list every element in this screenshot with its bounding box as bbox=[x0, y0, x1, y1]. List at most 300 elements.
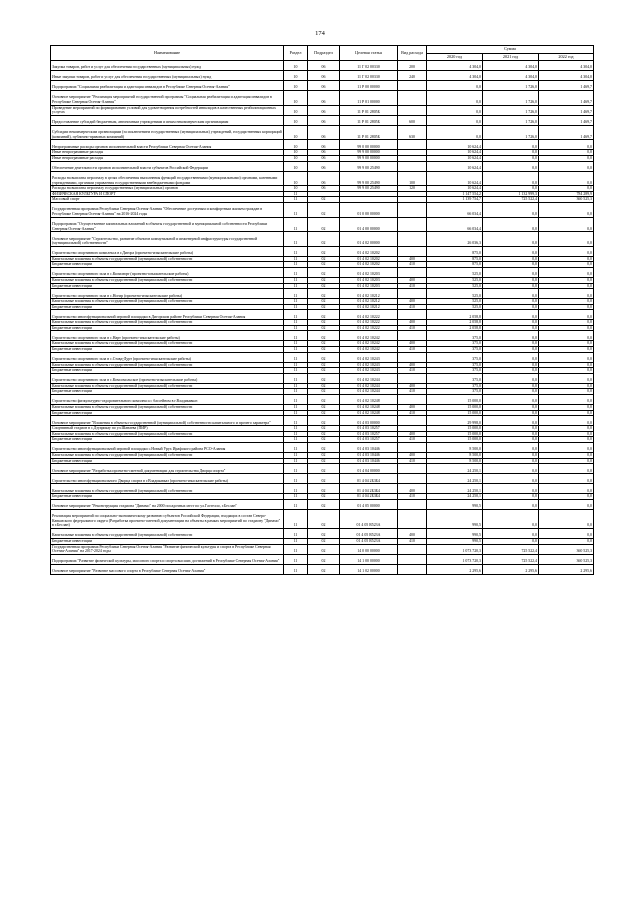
sum-2021-cell: 0,0 bbox=[483, 484, 539, 494]
table-body bbox=[51, 61, 594, 575]
col-header-2022: 2022 год bbox=[539, 54, 594, 61]
subsection-cell: 02 bbox=[308, 494, 340, 500]
exp-type-cell: 410 bbox=[398, 458, 427, 464]
sum-2022-cell: 0,0 bbox=[539, 186, 594, 192]
target-cell: 01 4 02 10248 bbox=[340, 405, 398, 411]
sum-2021-cell: 0,0 bbox=[483, 186, 539, 192]
exp-type-cell bbox=[398, 232, 427, 247]
target-cell: 99 9 00 25490 bbox=[340, 161, 398, 171]
target-cell: 01 4 02 10222 bbox=[340, 325, 398, 331]
sum-2021-cell: 0,0 bbox=[483, 464, 539, 474]
table-row bbox=[51, 232, 594, 247]
name-cell: Расходы на выплаты персоналу в целях обеспечения выполнения функций государственными (муниципальными) органами, казенными учреждениями, органами управления государственными внебюджетными фондами bbox=[51, 171, 284, 186]
name-cell: Капитальные вложения в объекты государственной (муниципальной) собственности bbox=[51, 256, 284, 262]
table-row bbox=[51, 105, 594, 115]
target-cell: 01 4 03 10257 bbox=[340, 431, 398, 437]
table-row bbox=[51, 91, 594, 106]
name-cell: Строительство физкультурно-оздоровительного комплекса с бассейном в г.Владикавказ bbox=[51, 395, 284, 405]
name-cell: Расходы на выплаты персоналу государственных (муниципальных) органов bbox=[51, 186, 284, 192]
exp-type-cell: 410 bbox=[398, 347, 427, 353]
subsection-cell: 02 bbox=[308, 277, 340, 283]
sum-2021-cell: 0,0 bbox=[483, 538, 539, 544]
section-cell: 10 bbox=[284, 115, 308, 125]
sum-2020-cell: 875,0 bbox=[427, 246, 483, 256]
exp-type-cell: 400 bbox=[398, 383, 427, 389]
subsection-cell: 06 bbox=[308, 125, 340, 140]
target-cell: 11 Г 02 00330 bbox=[340, 71, 398, 81]
section-cell: 11 bbox=[284, 299, 308, 305]
sum-2020-cell: 1 073 720,3 bbox=[427, 544, 483, 554]
exp-type-cell: 410 bbox=[398, 494, 427, 500]
exp-type-cell bbox=[398, 267, 427, 277]
target-cell: 01 4 02 10248 bbox=[340, 410, 398, 416]
sum-2020-cell: 375,0 bbox=[427, 373, 483, 383]
col-header-2021: 2021 год bbox=[483, 54, 539, 61]
sum-2021-cell: 0,0 bbox=[483, 320, 539, 326]
sum-2021-cell: 0,0 bbox=[483, 443, 539, 453]
section-cell: 11 bbox=[284, 443, 308, 453]
sum-2020-cell: 375,0 bbox=[427, 389, 483, 395]
subsection-cell: 06 bbox=[308, 61, 340, 71]
sum-2022-cell: 0,0 bbox=[539, 171, 594, 186]
sum-2021-cell: 0,0 bbox=[483, 283, 539, 289]
sum-2022-cell: 0,0 bbox=[539, 509, 594, 528]
subsection-cell: 02 bbox=[308, 458, 340, 464]
col-header-subsection: Подраздел bbox=[308, 46, 340, 61]
exp-type-cell: 400 bbox=[398, 484, 427, 494]
target-cell: 01 4 03 00000 bbox=[340, 416, 398, 426]
subsection-cell: 02 bbox=[308, 217, 340, 232]
sum-2020-cell: 375,0 bbox=[427, 362, 483, 368]
exp-type-cell: 410 bbox=[398, 262, 427, 268]
target-cell: 01 4 05 R523A bbox=[340, 509, 398, 528]
subsection-cell: 02 bbox=[308, 352, 340, 362]
section-cell: 11 bbox=[284, 405, 308, 411]
exp-type-cell: 410 bbox=[398, 283, 427, 289]
exp-type-cell bbox=[398, 246, 427, 256]
sum-2020-cell: 24 250,1 bbox=[427, 474, 483, 484]
sum-2022-cell: 0,0 bbox=[539, 499, 594, 509]
sum-2022-cell: 0,0 bbox=[539, 262, 594, 268]
name-cell: Бюджетные инвестиции bbox=[51, 368, 284, 374]
table-row bbox=[51, 331, 594, 341]
sum-2020-cell: 15 000,0 bbox=[427, 426, 483, 432]
target-cell: 01 4 02 10212 bbox=[340, 304, 398, 310]
subsection-cell: 02 bbox=[308, 368, 340, 374]
name-cell: Обеспечение деятельности органов исполнительной власти субъектов Российской Федерации bbox=[51, 161, 284, 171]
table-row bbox=[51, 443, 594, 453]
exp-type-cell: 630 bbox=[398, 125, 427, 140]
sum-2020-cell: 0,0 bbox=[427, 125, 483, 140]
sum-2020-cell: 0,0 bbox=[427, 91, 483, 106]
sum-2022-cell: 0,0 bbox=[539, 383, 594, 389]
subsection-cell: 02 bbox=[308, 347, 340, 353]
exp-type-cell bbox=[398, 544, 427, 554]
section-cell: 11 bbox=[284, 347, 308, 353]
subsection-cell: 02 bbox=[308, 395, 340, 405]
table-row bbox=[51, 416, 594, 426]
name-cell: Государственная программа Республики Северная Осетия-Алания "Обеспечение доступным и комфортным жильем граждан в Республике Северная Осетия-Алания" на 2016-2024 годы bbox=[51, 202, 284, 217]
sum-2022-cell: 0,0 bbox=[539, 246, 594, 256]
section-cell: 10 bbox=[284, 91, 308, 106]
target-cell: 99 0 00 00000 bbox=[340, 140, 398, 150]
sum-2020-cell: 990,5 bbox=[427, 538, 483, 544]
exp-type-cell: 410 bbox=[398, 389, 427, 395]
name-cell: Иные закупки товаров, работ и услуг для обеспечения государственных (муниципальных) нужд bbox=[51, 71, 284, 81]
target-cell: 01 4 03 10446 bbox=[340, 458, 398, 464]
table-row bbox=[51, 499, 594, 509]
sum-2021-cell: 1 726,0 bbox=[483, 115, 539, 125]
sum-2022-cell: 1 469,7 bbox=[539, 105, 594, 115]
subsection-cell: 02 bbox=[308, 426, 340, 432]
sum-2022-cell: 0,0 bbox=[539, 410, 594, 416]
col-header-2020: 2020 год bbox=[427, 54, 483, 61]
exp-type-cell: 400 bbox=[398, 256, 427, 262]
sum-2021-cell: 0,0 bbox=[483, 474, 539, 484]
sum-2022-cell: 0,0 bbox=[539, 538, 594, 544]
exp-type-cell bbox=[398, 416, 427, 426]
sum-2022-cell: 0,0 bbox=[539, 325, 594, 331]
subsection-cell: 06 bbox=[308, 91, 340, 106]
exp-type-cell bbox=[398, 464, 427, 474]
name-cell: Бюджетные инвестиции bbox=[51, 538, 284, 544]
exp-type-cell bbox=[398, 564, 427, 574]
section-cell: 11 bbox=[284, 277, 308, 283]
section-cell: 11 bbox=[284, 289, 308, 299]
section-cell: 10 bbox=[284, 161, 308, 171]
sum-2021-cell: 725 522,4 bbox=[483, 544, 539, 554]
exp-type-cell: 100 bbox=[398, 171, 427, 186]
exp-type-cell bbox=[398, 373, 427, 383]
sum-2020-cell: 875,0 bbox=[427, 262, 483, 268]
sum-2022-cell: 0,0 bbox=[539, 443, 594, 453]
subsection-cell: 06 bbox=[308, 81, 340, 91]
section-cell: 11 bbox=[284, 484, 308, 494]
sum-2020-cell: 525,0 bbox=[427, 289, 483, 299]
sum-2021-cell: 0,0 bbox=[483, 437, 539, 443]
sum-2020-cell: 375,0 bbox=[427, 383, 483, 389]
sum-2020-cell: 990,5 bbox=[427, 499, 483, 509]
sum-2020-cell: 15 000,0 bbox=[427, 405, 483, 411]
sum-2022-cell: 0,0 bbox=[539, 453, 594, 459]
sum-2021-cell: 0,0 bbox=[483, 458, 539, 464]
exp-type-cell: 400 bbox=[398, 320, 427, 326]
sum-2022-cell: 0,0 bbox=[539, 368, 594, 374]
sum-2021-cell: 1 726,0 bbox=[483, 125, 539, 140]
table-row bbox=[51, 81, 594, 91]
section-cell: 10 bbox=[284, 186, 308, 192]
sum-2022-cell: 4 304,0 bbox=[539, 71, 594, 81]
exp-type-cell: 400 bbox=[398, 405, 427, 411]
sum-2022-cell: 0,0 bbox=[539, 155, 594, 161]
section-cell: 11 bbox=[284, 395, 308, 405]
col-header-sum: Сумма bbox=[427, 46, 594, 54]
table-row bbox=[51, 246, 594, 256]
sum-2020-cell: 0,0 bbox=[427, 81, 483, 91]
section-cell: 11 bbox=[284, 197, 308, 203]
sum-2022-cell: 0,0 bbox=[539, 426, 594, 432]
sum-2020-cell: 15 000,0 bbox=[427, 431, 483, 437]
target-cell: 01 4 05 00000 bbox=[340, 499, 398, 509]
sum-2021-cell: 0,0 bbox=[483, 325, 539, 331]
sum-2022-cell: 0,0 bbox=[539, 267, 594, 277]
target-cell: 01 4 00 00000 bbox=[340, 217, 398, 232]
target-cell: 01 4 03 10257 bbox=[340, 426, 398, 432]
section-cell: 11 bbox=[284, 202, 308, 217]
col-header-target: Целевая статья bbox=[340, 46, 398, 61]
target-cell: 01 4 02 10243 bbox=[340, 352, 398, 362]
sum-2020-cell: 10 624,4 bbox=[427, 161, 483, 171]
section-cell: 11 bbox=[284, 431, 308, 437]
name-cell: Капитальные вложения в объекты государственной (муниципальной) собственности bbox=[51, 277, 284, 283]
sum-2020-cell: 1 073 720,3 bbox=[427, 554, 483, 564]
name-cell: Строительство спортивного зала в с.Ногир (проектно-изыскательские работы) bbox=[51, 289, 284, 299]
section-cell: 11 bbox=[284, 352, 308, 362]
section-cell: 11 bbox=[284, 304, 308, 310]
target-cell: 01 4 02 10203 bbox=[340, 277, 398, 283]
sum-2020-cell: 0,0 bbox=[427, 115, 483, 125]
section-cell: 10 bbox=[284, 155, 308, 161]
sum-2021-cell: 0,0 bbox=[483, 368, 539, 374]
sum-2020-cell: 24 250,1 bbox=[427, 484, 483, 494]
table-row bbox=[51, 61, 594, 71]
target-cell: 01 4 03 10446 bbox=[340, 453, 398, 459]
target-cell: 01 4 02 10244 bbox=[340, 373, 398, 383]
sum-2022-cell: 0,0 bbox=[539, 347, 594, 353]
subsection-cell: 06 bbox=[308, 171, 340, 186]
sum-2020-cell: 375,0 bbox=[427, 347, 483, 353]
subsection-cell: 02 bbox=[308, 262, 340, 268]
exp-type-cell bbox=[398, 331, 427, 341]
sum-2022-cell: 0,0 bbox=[539, 310, 594, 320]
budget-table bbox=[50, 45, 594, 575]
sum-2022-cell: 360 525,3 bbox=[539, 544, 594, 554]
sum-2022-cell: 1 469,7 bbox=[539, 91, 594, 106]
target-cell: 11 Р 01 2805Б bbox=[340, 115, 398, 125]
subsection-cell: 02 bbox=[308, 474, 340, 484]
name-cell: Подпрограмма "Осуществление капитальных вложений в объекты государственной и муниципальной собственности Республики Северная Осетия-Алания" bbox=[51, 217, 284, 232]
exp-type-cell: 410 bbox=[398, 437, 427, 443]
sum-2020-cell: 24 250,1 bbox=[427, 464, 483, 474]
subsection-cell: 02 bbox=[308, 509, 340, 528]
table-row bbox=[51, 395, 594, 405]
table-row bbox=[51, 352, 594, 362]
sum-2021-cell: 0,0 bbox=[483, 494, 539, 500]
sum-2021-cell: 0,0 bbox=[483, 347, 539, 353]
sum-2020-cell: 525,0 bbox=[427, 277, 483, 283]
section-cell: 11 bbox=[284, 341, 308, 347]
sum-2021-cell: 0,0 bbox=[483, 362, 539, 368]
exp-type-cell bbox=[398, 161, 427, 171]
sum-2020-cell: 8 500,0 bbox=[427, 453, 483, 459]
section-cell: 11 bbox=[284, 362, 308, 368]
name-cell: Бюджетные инвестиции bbox=[51, 347, 284, 353]
subsection-cell: 02 bbox=[308, 320, 340, 326]
name-cell: Бюджетные инвестиции bbox=[51, 304, 284, 310]
sum-2021-cell: 0,0 bbox=[483, 155, 539, 161]
name-cell: Бюджетные инвестиции bbox=[51, 410, 284, 416]
sum-2021-cell: 0,0 bbox=[483, 310, 539, 320]
section-cell: 11 bbox=[284, 331, 308, 341]
table-row bbox=[51, 310, 594, 320]
subsection-cell: 02 bbox=[308, 256, 340, 262]
table-row bbox=[51, 509, 594, 528]
name-cell: Основное мероприятие "Реконструкция стадиона "Динамо" на 2000 посадочных мест по ул.Гастелло, г.Беслан" bbox=[51, 499, 284, 509]
exp-type-cell: 410 bbox=[398, 538, 427, 544]
name-cell: Субсидии некоммерческим организациям (за исключением государственных (муниципальных) учреждений, государственных корпораций (компаний), публично-правовых компаний) bbox=[51, 125, 284, 140]
sum-2021-cell: 0,0 bbox=[483, 140, 539, 150]
target-cell: 01 4 02 10212 bbox=[340, 289, 398, 299]
sum-2022-cell: 0,0 bbox=[539, 362, 594, 368]
name-cell: Реализация мероприятий по социально-экономическому развитию субъектов Российской Федерации, входящих в состав Северо-Кавказского федерального округа (Разработка проектно-сметной документации на объекты в рамках мероприятий по стадиону "Динамо" в г.Беслан) bbox=[51, 509, 284, 528]
name-cell: Строительство спортивного зала в с.Кизилюрт (проектно-изыскательские работы) bbox=[51, 267, 284, 277]
section-cell: 11 bbox=[284, 310, 308, 320]
subsection-cell: 02 bbox=[308, 331, 340, 341]
name-cell: Строительство спортивного зала в с.Комсомольское (проектно-изыскательские работы) bbox=[51, 373, 284, 383]
sum-2022-cell: 0,0 bbox=[539, 289, 594, 299]
target-cell: 01 4 03 10446 bbox=[340, 443, 398, 453]
sum-2022-cell: 0,0 bbox=[539, 161, 594, 171]
name-cell: Капитальные вложения в объекты государственной (муниципальной) собственности bbox=[51, 484, 284, 494]
sum-2020-cell: 10 624,4 bbox=[427, 140, 483, 150]
section-cell: 11 bbox=[284, 453, 308, 459]
sum-2020-cell: 375,0 bbox=[427, 352, 483, 362]
section-cell: 10 bbox=[284, 125, 308, 140]
subsection-cell: 02 bbox=[308, 443, 340, 453]
sum-2021-cell: 0,0 bbox=[483, 150, 539, 156]
exp-type-cell bbox=[398, 509, 427, 528]
subsection-cell: 06 bbox=[308, 71, 340, 81]
sum-2021-cell: 0,0 bbox=[483, 431, 539, 437]
sum-2021-cell: 0,0 bbox=[483, 217, 539, 232]
sum-2020-cell: 525,0 bbox=[427, 304, 483, 310]
section-cell: 10 bbox=[284, 105, 308, 115]
subsection-cell: 02 bbox=[308, 304, 340, 310]
name-cell: Капитальные вложения в объекты государственной (муниципальной) собственности bbox=[51, 431, 284, 437]
sum-2021-cell: 0,0 bbox=[483, 405, 539, 411]
table-row bbox=[51, 564, 594, 574]
target-cell: 99 9 00 00000 bbox=[340, 150, 398, 156]
sum-2020-cell: 29 998,0 bbox=[427, 416, 483, 426]
subsection-cell: 06 bbox=[308, 105, 340, 115]
name-cell: Иные непрограммные расходы bbox=[51, 150, 284, 156]
sum-2021-cell: 4 304,0 bbox=[483, 61, 539, 71]
name-cell: Строительство спортивного зала в с.Ставд-Дурт (проектно-изыскательские работы) bbox=[51, 352, 284, 362]
exp-type-cell bbox=[398, 217, 427, 232]
sum-2020-cell: 4 304,0 bbox=[427, 61, 483, 71]
sum-2022-cell: 0,0 bbox=[539, 232, 594, 247]
sum-2022-cell: 1 469,7 bbox=[539, 125, 594, 140]
sum-2022-cell: 0,0 bbox=[539, 256, 594, 262]
target-cell: 01 4 02 10202 bbox=[340, 256, 398, 262]
sum-2021-cell: 0,0 bbox=[483, 289, 539, 299]
subsection-cell: 02 bbox=[308, 554, 340, 564]
section-cell: 10 bbox=[284, 140, 308, 150]
exp-type-cell bbox=[398, 289, 427, 299]
section-cell: 11 bbox=[284, 564, 308, 574]
sum-2021-cell: 1 726,0 bbox=[483, 91, 539, 106]
subsection-cell: 02 bbox=[308, 289, 340, 299]
exp-type-cell bbox=[398, 352, 427, 362]
table-row bbox=[51, 161, 594, 171]
exp-type-cell bbox=[398, 554, 427, 564]
target-cell: 01 4 02 10244 bbox=[340, 383, 398, 389]
name-cell: Закупка товаров, работ и услуг для обеспечения государственных (муниципальных) нужд bbox=[51, 61, 284, 71]
name-cell: Капитальные вложения в объекты государственной (муниципальной) собственности bbox=[51, 405, 284, 411]
target-cell: 01 4 02 10212 bbox=[340, 299, 398, 305]
subsection-cell: 06 bbox=[308, 161, 340, 171]
subsection-cell: 02 bbox=[308, 431, 340, 437]
target-cell: 01 4 04 00000 bbox=[340, 464, 398, 474]
name-cell: Строительство спортивного комплекса в г.Дигора (проектно-изыскательские работы) bbox=[51, 246, 284, 256]
table-row bbox=[51, 464, 594, 474]
sum-2020-cell: 2 058,8 bbox=[427, 320, 483, 326]
target-cell: 01 4 04 2Б3Б4 bbox=[340, 494, 398, 500]
sum-2021-cell: 0,0 bbox=[483, 395, 539, 405]
table-header-row bbox=[51, 46, 594, 54]
sum-2021-cell: 0,0 bbox=[483, 383, 539, 389]
exp-type-cell bbox=[398, 202, 427, 217]
name-cell: Капитальные вложения в объекты государственной (муниципальной) собственности bbox=[51, 362, 284, 368]
subsection-cell: 06 bbox=[308, 140, 340, 150]
exp-type-cell: 400 bbox=[398, 299, 427, 305]
target-cell: 14 1 02 00000 bbox=[340, 564, 398, 574]
sum-2020-cell: 2 295,6 bbox=[427, 564, 483, 574]
sum-2021-cell: 0,0 bbox=[483, 331, 539, 341]
subsection-cell: 02 bbox=[308, 283, 340, 289]
section-cell: 11 bbox=[284, 426, 308, 432]
sum-2022-cell: 0,0 bbox=[539, 217, 594, 232]
target-cell: 11 Р 00 00000 bbox=[340, 81, 398, 91]
sum-2021-cell: 4 304,0 bbox=[483, 71, 539, 81]
sum-2022-cell: 0,0 bbox=[539, 484, 594, 494]
sum-2021-cell: 1 726,0 bbox=[483, 105, 539, 115]
target-cell: 01 4 02 10244 bbox=[340, 389, 398, 395]
target-cell: 01 4 02 10222 bbox=[340, 310, 398, 320]
sum-2021-cell: 0,0 bbox=[483, 246, 539, 256]
target-cell: 99 9 00 25490 bbox=[340, 171, 398, 186]
target-cell: 01 4 02 10203 bbox=[340, 283, 398, 289]
target-cell: 99 9 00 00000 bbox=[340, 155, 398, 161]
target-cell: 11 Р 01 2805Б bbox=[340, 125, 398, 140]
target-cell: 01 4 04 2Б3Б4 bbox=[340, 484, 398, 494]
section-cell: 11 bbox=[284, 283, 308, 289]
sum-2021-cell: 2 295,6 bbox=[483, 564, 539, 574]
section-cell: 11 bbox=[284, 544, 308, 554]
target-cell: 01 4 02 10222 bbox=[340, 320, 398, 326]
col-header-exp-type: Вид расхода bbox=[398, 46, 427, 61]
target-cell: 01 4 02 10202 bbox=[340, 246, 398, 256]
section-cell: 11 bbox=[284, 320, 308, 326]
name-cell: ФИЗИЧЕСКАЯ КУЛЬТУРА И СПОРТ bbox=[51, 191, 284, 197]
table-row bbox=[51, 125, 594, 140]
name-cell: Строительство многофункционального Дворца спорта в г.Владикавказ (проектно-изыскательские работы) bbox=[51, 474, 284, 484]
section-cell: 11 bbox=[284, 232, 308, 247]
subsection-cell: 02 bbox=[308, 197, 340, 203]
section-cell: 10 bbox=[284, 81, 308, 91]
subsection-cell: 02 bbox=[308, 528, 340, 538]
exp-type-cell bbox=[398, 499, 427, 509]
sum-2020-cell: 15 000,0 bbox=[427, 410, 483, 416]
section-cell: 11 bbox=[284, 389, 308, 395]
table-row bbox=[51, 554, 594, 564]
sum-2022-cell: 0,0 bbox=[539, 140, 594, 150]
target-cell: 01 4 03 10257 bbox=[340, 437, 398, 443]
sum-2022-cell: 0,0 bbox=[539, 331, 594, 341]
subsection-cell: 02 bbox=[308, 373, 340, 383]
target-cell: 01 4 02 10242 bbox=[340, 347, 398, 353]
subsection-cell: 02 bbox=[308, 437, 340, 443]
